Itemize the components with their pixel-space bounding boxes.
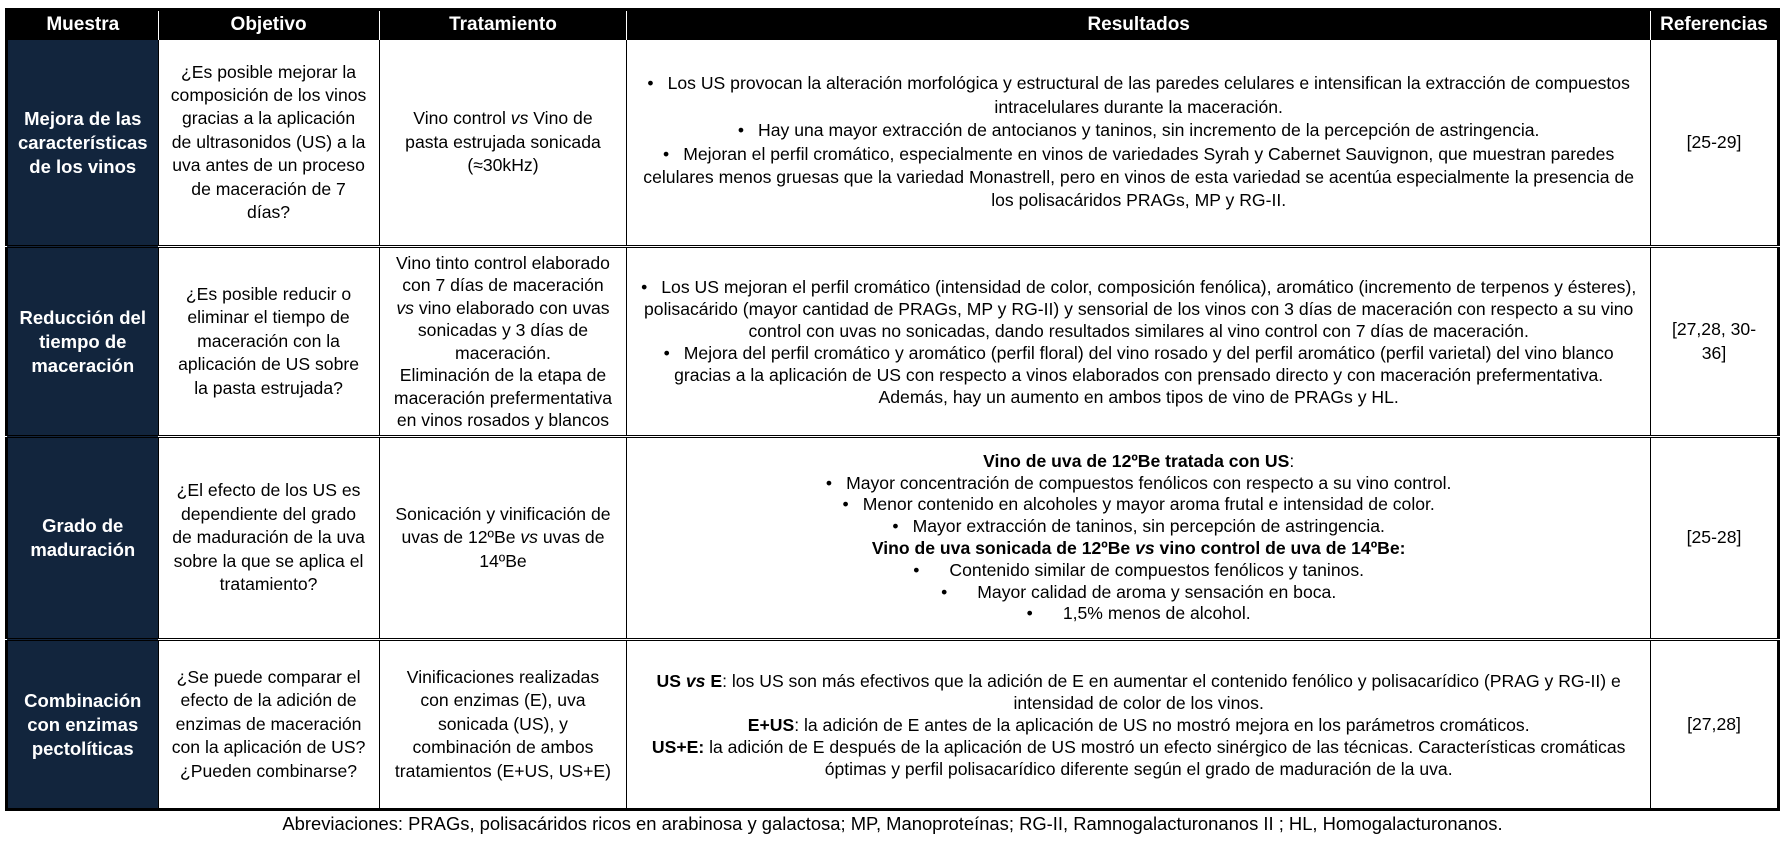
header-row	[7, 10, 1779, 40]
header-objetivo: Objetivo	[158, 10, 379, 40]
list-item: • Mayor concentración de compuestos fenólicos con respecto a su vino control.	[639, 473, 1638, 495]
result-heading: Vino de uva sonicada de 12ºBe vs vino control de uva de 14ºBe:	[871, 538, 1406, 558]
tratamiento-cell: Vino control vs Vino de pasta estrujada sonicada (≈30kHz)	[379, 40, 627, 247]
table-row	[7, 247, 1779, 437]
objetivo-cell: ¿Es posible reducir o eliminar el tiempo de maceración con la aplicación de US sobre la pasta estrujada?	[158, 247, 379, 437]
result-heading: Vino de uva de 12ºBe tratada con US:	[983, 450, 1295, 471]
table-row	[7, 437, 1779, 640]
table-row	[7, 640, 1779, 810]
referencias-cell: [25-28]	[1651, 437, 1779, 640]
objetivo-cell: ¿Se puede comparar el efecto de la adición de enzimas de maceración con la aplicación de US? ¿Pueden combinarse?	[158, 640, 379, 810]
list-item: • 1,5% menos de alcohol.	[639, 603, 1638, 625]
muestra-cell: Grado de maduración	[7, 437, 159, 640]
results-table	[5, 8, 1780, 811]
table-container	[5, 8, 1780, 835]
result-paragraph: US+E: la adición de E después de la aplicación de US mostró un efecto sinérgico de las técnicas. Características cromáticas óptimas y perfil polisacarídico diferente según el grado de maduración de la uva.	[651, 736, 1626, 779]
tratamiento-cell: Vino tinto control elaborado con 7 días de maceración vs vino elaborado con uvas sonicadas y 3 días de maceración. Eliminación de la etapa de maceración prefermentativa en vinos rosados y blancos	[379, 247, 627, 437]
referencias-cell: [27,28]	[1651, 640, 1779, 810]
result-paragraph: E+US: la adición de E antes de la aplicación de US no mostró mejora en los parámetros cromáticos.	[747, 714, 1530, 735]
header-muestra: Muestra	[7, 10, 159, 40]
list-item: • Mayor calidad de aroma y sensación en boca.	[639, 582, 1638, 604]
footnote: Abreviaciones: PRAGs, polisacáridos ricos en arabinosa y galactosa; MP, Manoproteínas; RG-II, Ramnogalacturonanos II ; HL, Homogalacturonanos.	[282, 813, 1503, 834]
muestra-cell: Combinación con enzimas pectolíticas	[7, 640, 159, 810]
resultados-cell	[627, 437, 1651, 640]
list-item: • Los US mejoran el perfil cromático (intensidad de color, composición fenólica), aromático (incremento de terpenos y ésteres), polisacárido (mayor cantidad de PRAGs, MP y RG-II) y sensorial de los vinos con 3 días de maceración con respecto a su vino control con uvas no sonicadas, dando resultados similares al vino control con 7 días de maceración.	[639, 276, 1638, 342]
list-item: • Mejoran el perfil cromático, especialmente en vinos de variedades Syrah y Cabernet Sauvignon, que muestran paredes celulares menos gruesas que la variedad Monastrell, pero en vinos de esta variedad se acentúa especialmente la presencia de los polisacáridos PRAGs, MP y RG-II.	[639, 143, 1638, 213]
referencias-cell: [27,28, 30-36]	[1651, 247, 1779, 437]
tratamiento-cell: Sonicación y vinificación de uvas de 12ºBe vs uvas de 14ºBe	[379, 437, 627, 640]
resultados-cell	[627, 40, 1651, 247]
list-item: • Mejora del perfil cromático y aromático (perfil floral) del vino rosado y del perfil aromático (perfil varietal) del vino blanco gracias a la aplicación de US con respecto a vinos elaborados con prensado directo y con maceración prefermentativa. Además, hay un aumento en ambos tipos de vino de PRAGs y HL.	[639, 342, 1638, 408]
list-item: • Menor contenido en alcoholes y mayor aroma frutal e intensidad de color.	[639, 494, 1638, 516]
referencias-cell: [25-29]	[1651, 40, 1779, 247]
list-item: • Hay una mayor extracción de antocianos y taninos, sin incremento de la percepción de astringencia.	[639, 119, 1638, 142]
list-item: • Mayor extracción de taninos, sin percepción de astringencia.	[639, 516, 1638, 538]
objetivo-cell: ¿Es posible mejorar la composición de los vinos gracias a la aplicación de ultrasonidos (US) a la uva antes de un proceso de maceración de 7 días?	[158, 40, 379, 247]
list-item: • Contenido similar de compuestos fenólicos y taninos.	[639, 560, 1638, 582]
tratamiento-cell: Vinificaciones realizadas con enzimas (E), uva sonicada (US), y combinación de ambos tratamientos (E+US, US+E)	[379, 640, 627, 810]
result-paragraph: US vs E: los US son más efectivos que la adición de E en aumentar el contenido fenólico y polisacarídico (PRAG y RG-II) e intensidad de color de los vinos.	[656, 670, 1621, 713]
table-row	[7, 40, 1779, 247]
resultados-cell	[627, 247, 1651, 437]
muestra-cell: Mejora de las características de los vinos	[7, 40, 159, 247]
list-item: • Los US provocan la alteración morfológica y estructural de las paredes celulares e intensifican la extracción de compuestos intracelulares durante la maceración.	[639, 72, 1638, 119]
header-resultados: Resultados	[627, 10, 1651, 40]
header-tratamiento: Tratamiento	[379, 10, 627, 40]
objetivo-cell: ¿El efecto de los US es dependiente del grado de maduración de la uva sobre la que se aplica el tratamiento?	[158, 437, 379, 640]
resultados-cell	[627, 640, 1651, 810]
muestra-cell: Reducción del tiempo de maceración	[7, 247, 159, 437]
header-referencias: Referencias	[1651, 10, 1779, 40]
